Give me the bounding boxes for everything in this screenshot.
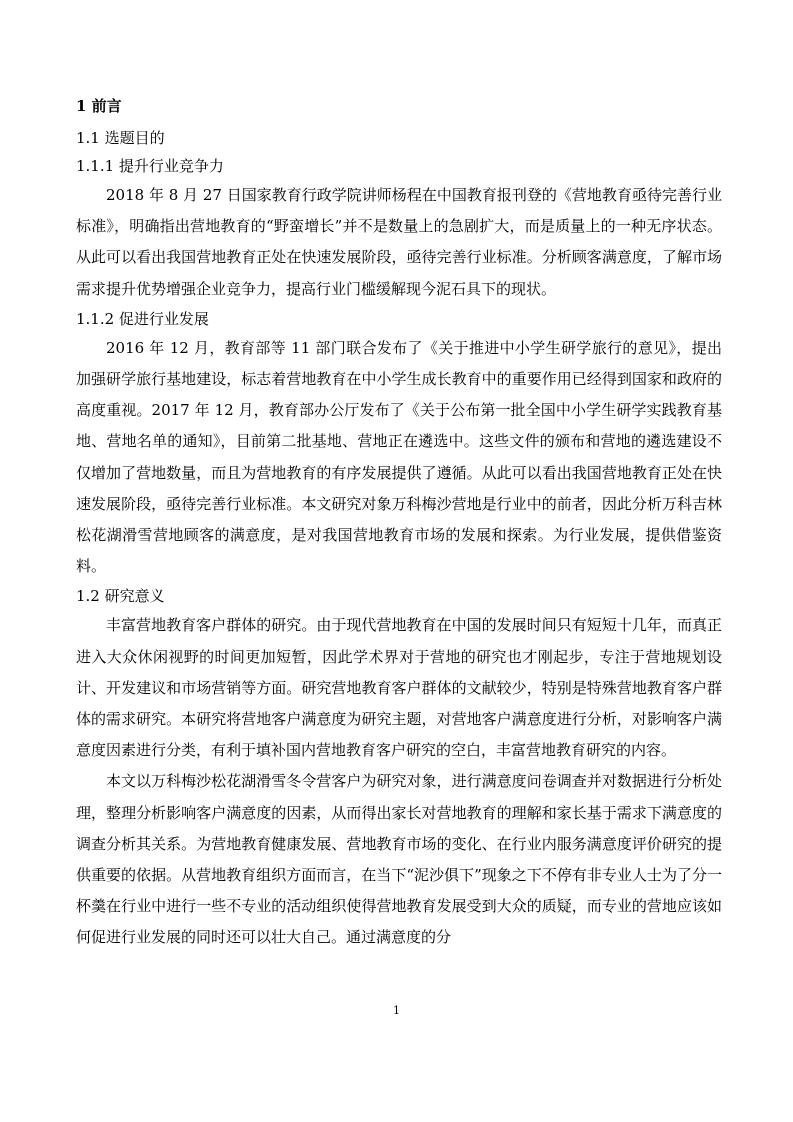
subsection-heading-1-1-2: 1.1.2 促进行业发展 — [76, 309, 209, 328]
paragraph-4: 本文以万科梅沙松花湖滑雪冬令营客户为研究对象，进行满意度问卷调查并对数据进行分析处理，整理分析影响客户满意度的因素，从而得出家长对营地教育的理解和家长基于需求下满意度的调查分析其关系。为营地教育健康发展、营地教育市场的变化、在行业内服务满意度评价研究的提供重要的依据。从营地教育组织方面而言，在当下“泥沙俱下”现象之下不停有非专业人士为了分一杯羹在行业中进行一些不专业的活动组织使得营地教育发展受到大众的质疑，而专业的营地应该如何促进行业发展的同时还可以壮大自己。通过满意度的分 — [76, 772, 722, 947]
section-heading-1-1: 1.1 选题目的 — [76, 129, 165, 147]
chapter-heading: 1 前言 — [76, 97, 122, 115]
section-heading-1-2: 1.2 研究意义 — [76, 587, 165, 606]
page-number: 1 — [393, 1004, 400, 1017]
paragraph-3: 丰富营地教育客户群体的研究。由于现代营地教育在中国的发展时间只有短短十几年，而真正进入大众休闲视野的时间更加短暂，因此学术界对于营地的研究也才刚起步，专注于营地规划设计、开发建议和市场营销等方面。研究营地教育客户群体的文献较少，特别是特殊营地教育客户群体的需求研究。本研究将营地客户满意度为研究主题，对营地客户满意度进行分析，对影响客户满意度因素进行分类，有利于填补国内营地教育客户研究的空白，丰富营地教育研究的内容。 — [76, 616, 722, 760]
paragraph-2: 2016 年 12 月，教育部等 11 部门联合发布了《关于推进中小学生研学旅行的意见》，提出加强研学旅行基地建设，标志着营地教育在中小学生成长教育中的重要作用已经得到国家和政府的高度重视。2017 年 12 月，教育部办公厅发布了《关于公布第一批全国中小学生研学实践教育基地、营地名单的通知》，目前第二批基地、营地正在遴选中。这些文件的颁布和营地的遴选建设不仅增加了营地数量，而且为营地教育的有序发展提供了遵循。从此可以看出我国营地教育正处在快速发展阶段，亟待完善行业标准。本文研究对象万科梅沙营地是行业中的前者，因此分析万科吉林松花湖滑雪营地顾客的满意度，是对我国营地教育市场的发展和探索。为行业发展，提供借鉴资料。 — [76, 338, 722, 576]
subsection-heading-1-1-1: 1.1.1 提升行业竞争力 — [76, 157, 224, 175]
paragraph-1: 2018 年 8 月 27 日国家教育行政学院讲师杨程在中国教育报刊登的《营地教育亟待完善行业标准》，明确指出营地教育的“野蛮增长”并不是数量上的急剧扩大，而是质量上的一种无序状态。从此可以看出我国营地教育正处在快速发展阶段，亟待完善行业标准。分析顾客满意度，了解市场需求提升优势增强企业竞争力，提高行业门槛缓解现今泥石具下的现状。 — [76, 186, 722, 298]
document-body — [76, 96, 722, 954]
